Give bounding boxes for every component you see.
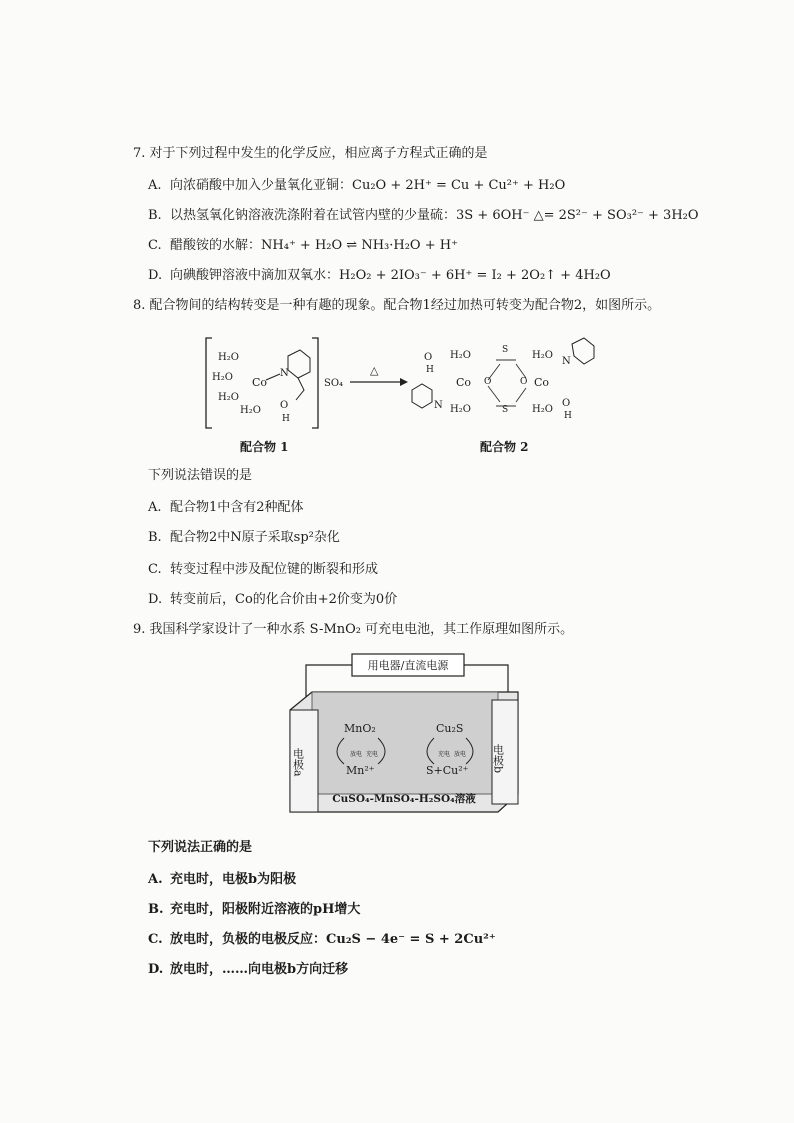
option-text: 充电时，电极b为阳极 [170, 872, 297, 887]
hydrogen: H [426, 365, 434, 375]
q9-option-b [148, 902, 360, 918]
ligand-h2o: H₂O [532, 350, 553, 361]
q9-question: 下列说法正确的是 [148, 840, 253, 855]
electrode-a-label: 电极a [291, 748, 305, 777]
caption-complex-1: 配合物 1 [240, 440, 289, 454]
q7-option-a [148, 178, 565, 194]
q8-question: 下列说法错误的是 [148, 468, 253, 483]
ligand-h2o: H₂O [532, 404, 553, 415]
hydrogen: H [564, 411, 572, 421]
sulfate-counter-ion: SO₄ [324, 378, 344, 389]
q9-stem-text: 我国科学家设计了一种水系 S-MnO₂ 可充电电池，其工作原理如图所示。 [149, 622, 574, 637]
option-text: 转变前后，Co的化合价由+2价变为0价 [170, 592, 398, 607]
hydrogen: H [282, 414, 290, 424]
label-discharge-right: 放电 [454, 751, 467, 758]
pyridine-ring-left [412, 384, 432, 408]
bracket-left [206, 338, 212, 428]
option-equation: H₂O₂ + 2IO₃⁻ + 6H⁺ = I₂ + 2O₂↑ + 4H₂O [339, 268, 611, 283]
option-equation: Cu₂S − 4e⁻ = S + 2Cu²⁺ [326, 932, 496, 947]
species-s-cu2plus: S+Cu²⁺ [426, 764, 469, 777]
cobalt-center-left: Co [456, 376, 472, 389]
sulfur: S [502, 405, 509, 415]
q9-option-d [148, 962, 348, 978]
oxygen: O [484, 377, 492, 387]
ligand-h2o: H₂O [218, 392, 239, 403]
ligand-h2o: H₂O [218, 352, 239, 363]
ligand-h2o: H₂O [450, 404, 471, 415]
q7-option-d [148, 268, 611, 284]
q8-stem [133, 298, 660, 314]
label-charge-right: 充电 [438, 751, 451, 758]
q9-battery-diagram [286, 652, 526, 818]
q8-stem-text: 配合物间的结构转变是一种有趣的现象。配合物1经过加热可转变为配合物2，如图所示。 [149, 298, 661, 313]
bond [266, 374, 280, 380]
electrode-b-label: 电极b [491, 744, 505, 774]
label-charge-left: 充电 [366, 751, 379, 758]
oxygen: O [280, 400, 289, 411]
arrow-head [400, 378, 408, 386]
option-label: A. [148, 500, 162, 515]
bracket-right [312, 338, 318, 428]
q9-number: 9. [133, 622, 146, 637]
option-label: B. [148, 902, 164, 917]
ethyl-chain [296, 378, 304, 400]
q7-option-b [148, 208, 699, 224]
q7-stem [133, 146, 488, 162]
q7-option-c [148, 238, 458, 254]
nitrogen: N [280, 368, 289, 379]
pyridine-ring-right [572, 338, 594, 364]
device-label: 用电器/直流电源 [367, 659, 449, 672]
q8-option-a [148, 500, 304, 516]
caption-complex-2: 配合物 2 [480, 440, 529, 454]
option-text: 充电时，阳极附近溶液的pH增大 [170, 902, 361, 917]
species-mno2: MnO₂ [344, 722, 376, 735]
option-label: A. [148, 178, 162, 193]
option-label: D. [148, 962, 164, 977]
option-label: B. [148, 208, 162, 223]
q9-option-a [148, 872, 296, 888]
option-label: C. [148, 238, 162, 253]
option-text: 向浓硝酸中加入少量氧化亚铜： [170, 178, 353, 193]
cobalt-center-right: Co [534, 376, 550, 389]
option-label: C. [148, 932, 163, 947]
ligand-h2o: H₂O [450, 350, 471, 361]
option-label: D. [148, 268, 163, 283]
q8-option-c [148, 562, 378, 578]
option-text: 配合物2中N原子采取sp²杂化 [170, 530, 340, 545]
q8-complex-diagram [200, 330, 620, 440]
nitrogen: N [562, 356, 571, 367]
option-equation: 3S + 6OH⁻ △= 2S²⁻ + SO₃²⁻ + 3H₂O [456, 208, 699, 223]
q9-option-c [148, 932, 496, 948]
option-label: B. [148, 530, 162, 545]
sulfur: S [502, 345, 509, 355]
option-text: 向碘酸钾溶液中滴加双氧水： [170, 268, 340, 283]
oxygen: O [520, 377, 528, 387]
q7-stem-text: 对于下列过程中发生的化学反应，相应离子方程式正确的是 [149, 146, 488, 161]
option-text: 以热氢氧化钠溶液洗涤附着在试管内壁的少量硫： [170, 208, 457, 223]
option-text: 转变过程中涉及配位键的断裂和形成 [170, 562, 379, 577]
ligand-h2o: H₂O [240, 405, 261, 416]
q7-number: 7. [133, 146, 146, 161]
oxygen: O [424, 352, 433, 363]
option-text: 放电时，负极的电极反应： [170, 932, 327, 947]
q8-option-d [148, 592, 397, 608]
option-text: 放电时，……向电极b方向迁移 [170, 962, 349, 977]
label-discharge-left: 放电 [350, 751, 363, 758]
option-label: D. [148, 592, 163, 607]
pyridine-ring [288, 350, 310, 378]
option-equation: NH₄⁺ + H₂O ⇌ NH₃·H₂O + H⁺ [261, 238, 458, 253]
q8-option-b [148, 530, 340, 546]
oxygen: O [562, 398, 571, 409]
species-cu2s: Cu₂S [436, 722, 464, 735]
species-mn2plus: Mn²⁺ [346, 764, 375, 777]
option-text: 配合物1中含有2种配体 [170, 500, 304, 515]
electrolyte-label: CuSO₄-MnSO₄-H₂SO₄溶液 [332, 793, 476, 805]
cobalt-center: Co [252, 376, 268, 389]
option-equation: Cu₂O + 2H⁺ = Cu + Cu²⁺ + H₂O [352, 178, 566, 193]
ligand-h2o: H₂O [212, 372, 233, 383]
heat-symbol: △ [370, 364, 379, 377]
nitrogen: N [434, 400, 443, 411]
q8-number: 8. [133, 298, 146, 313]
q9-stem [133, 622, 573, 638]
option-text: 醋酸铵的水解： [170, 238, 262, 253]
option-label: A. [148, 872, 163, 887]
option-label: C. [148, 562, 162, 577]
